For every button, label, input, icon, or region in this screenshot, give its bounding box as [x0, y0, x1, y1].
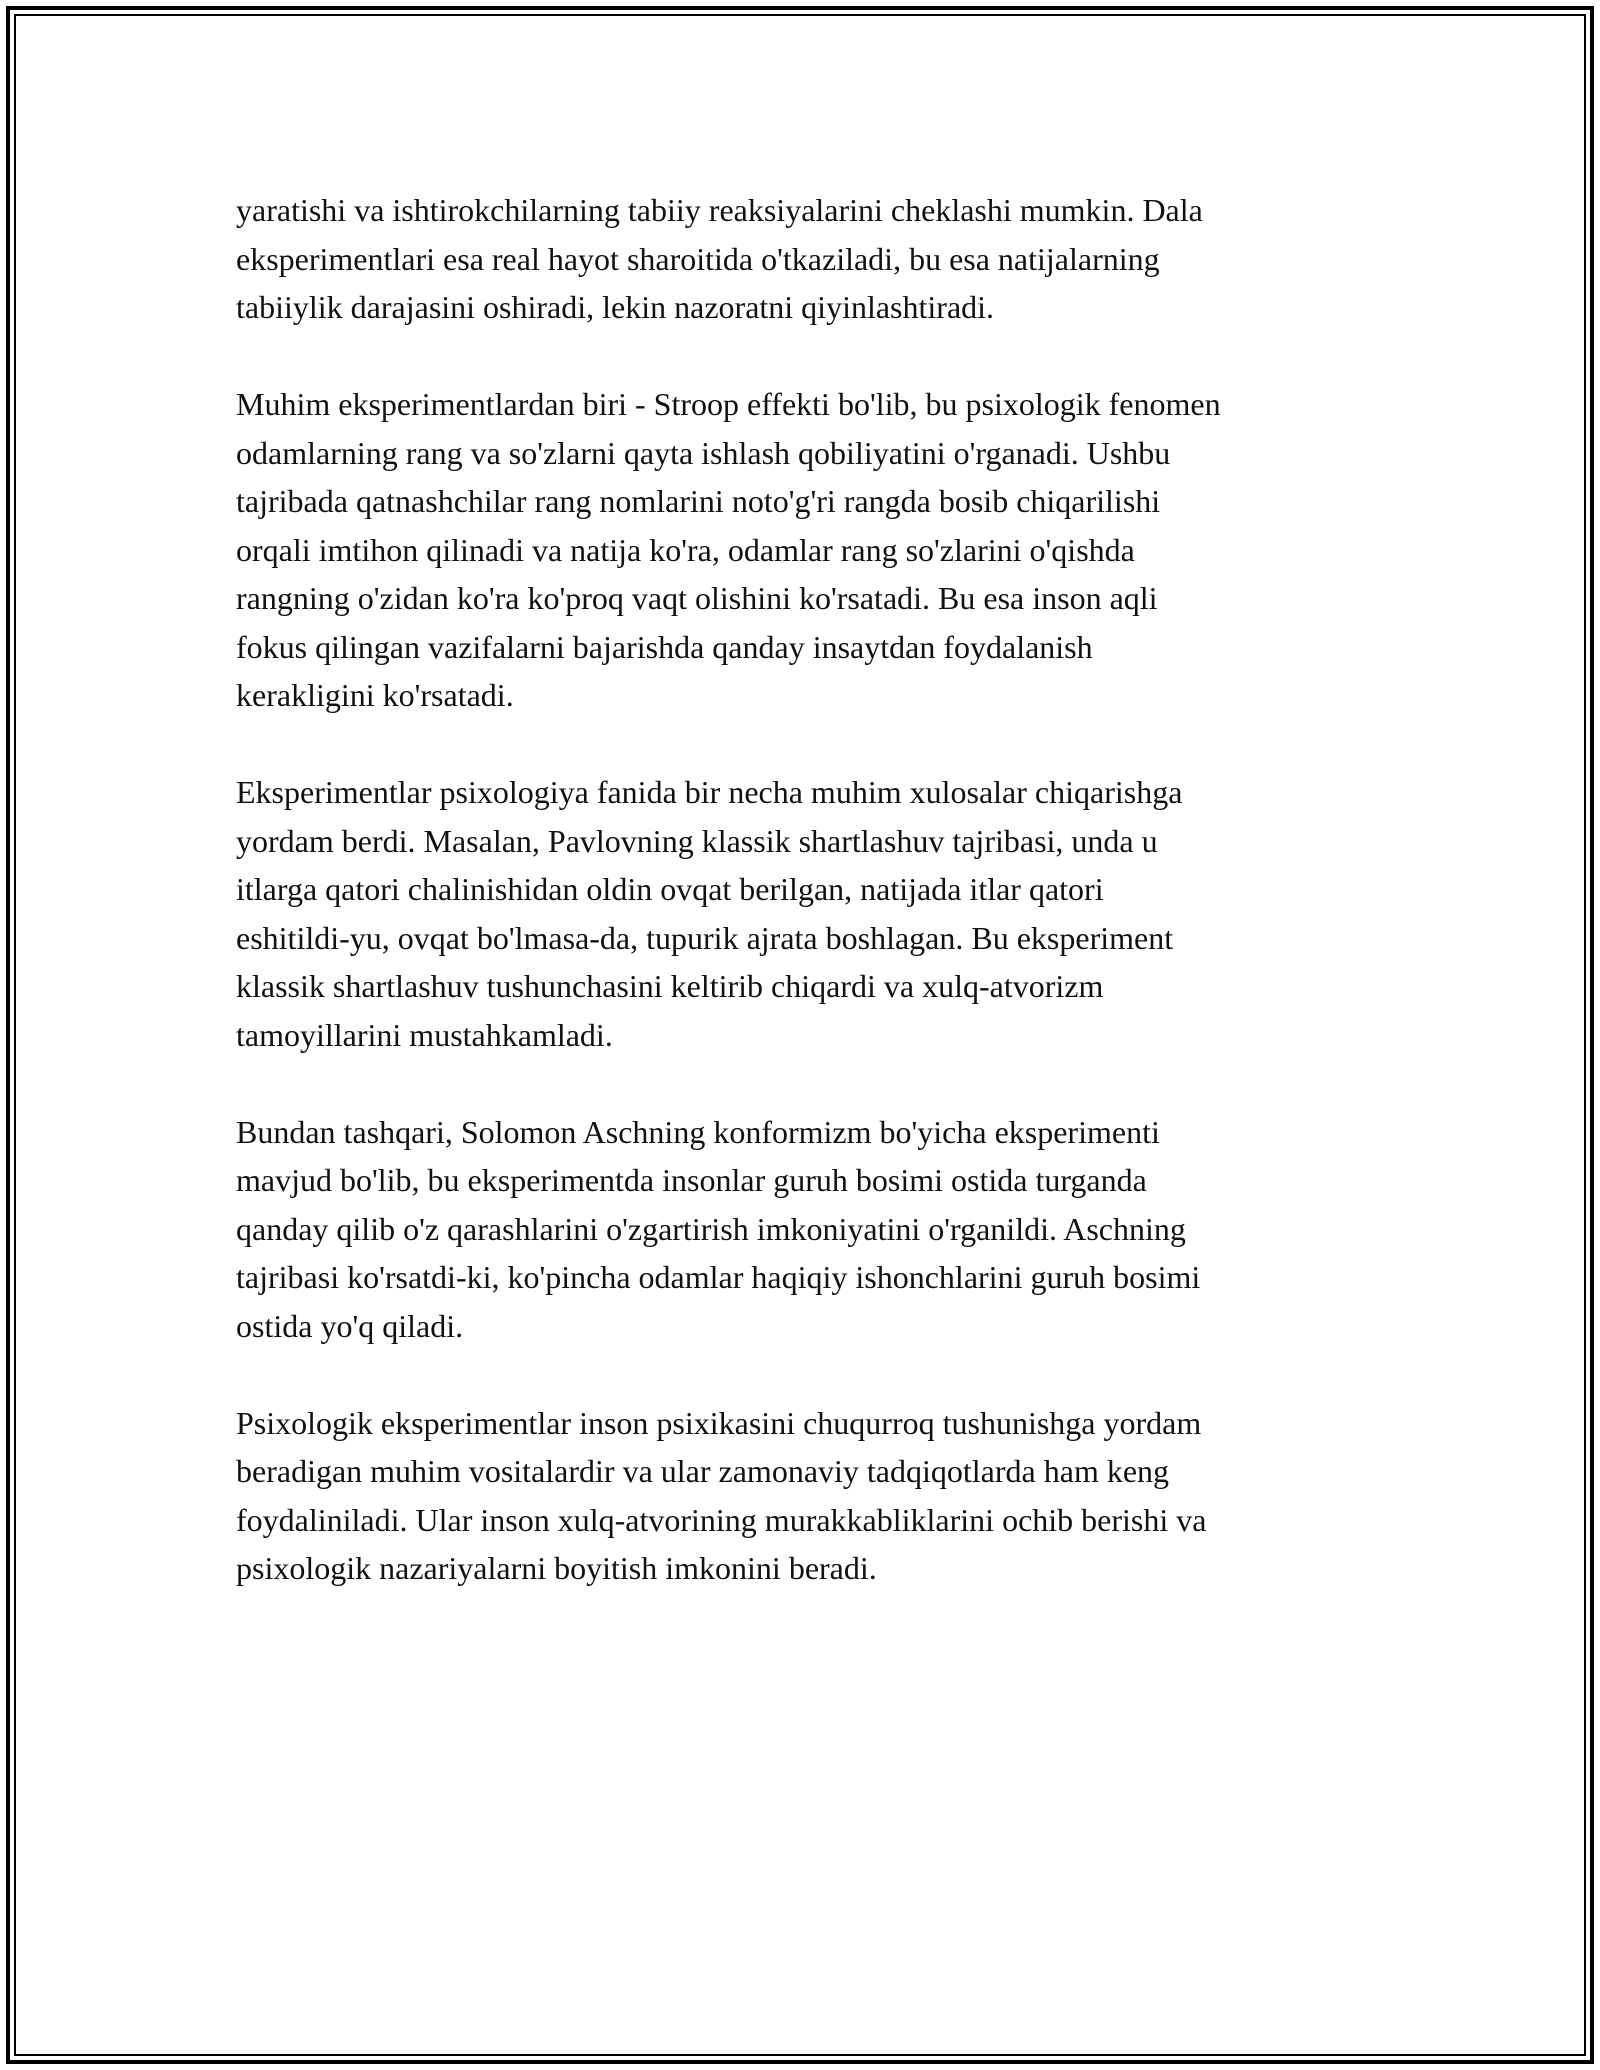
text-line: kerakligini ko'rsatadi. — [236, 677, 514, 713]
text-line: qanday qilib o'z qarashlarini o'zgartirish imkoniyatini o'rganildi. Aschning — [236, 1210, 1186, 1247]
text-line: orqali imtihon qilinadi va natija ko'ra, odamlar rang so'zlarini o'qishda — [236, 531, 1135, 568]
paragraph-4 — [236, 1108, 1396, 1351]
text-line: yaratishi va ishtirokchilarning tabiiy reaksiyalarini cheklashi mumkin. Dala — [236, 192, 1203, 228]
text-line: tajribasi ko'rsatdi-ki, ko'pincha odamlar haqiqiy ishonchlarini guruh bosimi — [236, 1259, 1201, 1295]
paragraph-5 — [236, 1399, 1396, 1593]
text-line: tamoyillarini mustahkamladi. — [236, 1016, 613, 1053]
paragraph-3 — [236, 768, 1396, 1059]
text-line: Psixologik eksperimentlar inson psixikasini chuqurroq tushunishga yordam — [236, 1404, 1202, 1441]
text-line: Bundan tashqari, Solomon Aschning konformizm bo'yicha eksperimenti — [236, 1113, 1160, 1150]
text-line: odamlarning rang va so'zlarni qayta ishlash qobiliyatini o'rganadi. Ushbu — [236, 434, 1171, 471]
text-line: eshitildi-yu, ovqat bo'lmasa-da, tupurik ajrata boshlagan. Bu eksperiment — [236, 919, 1174, 956]
text-line: rangning o'zidan ko'ra ko'proq vaqt olishini ko'rsatadi. Bu esa inson aqli — [236, 580, 1158, 616]
text-line: tajribada qatnashchilar rang nomlarini noto'g'ri rangda bosib chiqarilishi — [236, 483, 1161, 519]
text-line: psixologik nazariyalarni boyitish imkonini beradi. — [236, 1550, 877, 1586]
text-line: tabiiylik darajasini oshiradi, lekin nazoratni qiyinlashtiradi. — [236, 289, 995, 325]
text-line: klassik shartlashuv tushunchasini keltirib chiqardi va xulq-atvorizm — [236, 968, 1104, 1004]
text-line: Muhim eksperimentlardan biri - Stroop effekti bo'lib, bu psixologik fenomen — [236, 386, 1221, 422]
text-line: beradigan muhim vositalardir va ular zamonaviy tadqiqotlarda ham keng — [236, 1453, 1170, 1489]
text-line: mavjud bo'lib, bu eksperimentda insonlar guruh bosimi ostida turganda — [236, 1162, 1147, 1198]
paragraph-1 — [236, 186, 1396, 332]
text-line: itlarga qatori chalinishidan oldin ovqat berilgan, natijada itlar qatori — [236, 871, 1104, 907]
paragraph-2 — [236, 380, 1396, 720]
document-body — [236, 186, 1396, 1593]
text-line: fokus qilingan vazifalarni bajarishda qanday insaytdan foydalanish — [236, 628, 1093, 665]
text-line: foydaliniladi. Ular inson xulq-atvorining murakkabliklarini ochib berishi va — [236, 1501, 1207, 1538]
text-line: ostida yo'q qiladi. — [236, 1307, 464, 1344]
text-line: yordam berdi. Masalan, Pavlovning klassik shartlashuv tajribasi, unda u — [236, 822, 1158, 859]
text-line: eksperimentlari esa real hayot sharoitida o'tkaziladi, bu esa natijalarning — [236, 240, 1160, 277]
text-line: Eksperimentlar psixologiya fanida bir necha muhim xulosalar chiqarishga — [236, 774, 1183, 810]
